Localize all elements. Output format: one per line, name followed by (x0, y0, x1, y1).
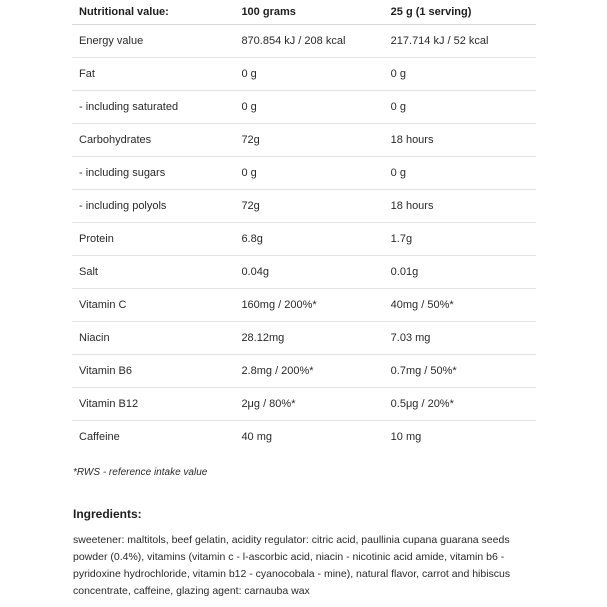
per-100g-cell: 28.12mg (234, 322, 383, 355)
table-row (72, 58, 536, 91)
nutrition-table (72, 0, 536, 453)
per-100g-cell: 0 g (234, 58, 383, 91)
per-100g-cell: 0 g (234, 157, 383, 190)
per-serving-cell: 18 hours (384, 190, 536, 223)
nutrient-name-cell: Energy value (72, 25, 234, 58)
header-row (72, 0, 536, 25)
nutrient-name-cell: - including saturated (72, 91, 234, 124)
table-row (72, 421, 536, 454)
per-100g-cell: 2μg / 80%* (234, 388, 383, 421)
nutrition-table-body (72, 25, 536, 454)
per-serving-cell: 0.01g (384, 256, 536, 289)
per-serving-cell: 217.714 kJ / 52 kcal (384, 25, 536, 58)
nutrient-name-cell: Salt (72, 256, 234, 289)
header-nutritional-value: Nutritional value: (72, 0, 234, 25)
per-serving-cell: 0.7mg / 50%* (384, 355, 536, 388)
header-serving: 25 g (1 serving) (384, 0, 536, 25)
per-serving-cell: 7.03 mg (384, 322, 536, 355)
reference-intake-footnote: *RWS - reference intake value (73, 467, 208, 478)
per-100g-cell: 160mg / 200%* (234, 289, 383, 322)
nutrient-name-cell: Protein (72, 223, 234, 256)
per-serving-cell: 18 hours (384, 124, 536, 157)
per-100g-cell: 6.8g (234, 223, 383, 256)
table-row (72, 91, 536, 124)
ingredients-title: Ingredients: (73, 507, 142, 521)
table-row (72, 355, 536, 388)
nutrient-name-cell: Vitamin B12 (72, 388, 234, 421)
nutrition-table-header (72, 0, 536, 25)
per-100g-cell: 2.8mg / 200%* (234, 355, 383, 388)
per-serving-cell: 1.7g (384, 223, 536, 256)
header-100-grams: 100 grams (234, 0, 383, 25)
per-100g-cell: 0.04g (234, 256, 383, 289)
per-serving-cell: 0.5μg / 20%* (384, 388, 536, 421)
nutrient-name-cell: Niacin (72, 322, 234, 355)
nutrient-name-cell: Carbohydrates (72, 124, 234, 157)
table-row (72, 223, 536, 256)
nutrient-name-cell: - including polyols (72, 190, 234, 223)
ingredients-text: sweetener: maltitols, beef gelatin, acidity regulator: citric acid, paullinia cupana guarana seeds powder (0.4%), vitamins (vitamin c - l-ascorbic acid, niacin - nicotinic acid amide, vitamin b6 - pyridoxine hydrochloride, vitamin b12 - cyanocobala - mine), natural flavor, carrot and hibiscus concentrate, caffeine, glazing agent: carnauba wax (73, 534, 511, 597)
table-row (72, 190, 536, 223)
table-row (72, 124, 536, 157)
per-100g-cell: 72g (234, 124, 383, 157)
per-serving-cell: 0 g (384, 58, 536, 91)
table-row (72, 25, 536, 58)
nutrient-name-cell: Vitamin C (72, 289, 234, 322)
nutrient-name-cell: - including sugars (72, 157, 234, 190)
per-serving-cell: 10 mg (390, 431, 422, 443)
per-serving-cell: 0 g (384, 157, 536, 190)
per-100g-cell: 870.854 kJ / 208 kcal (234, 25, 383, 58)
table-row (72, 289, 536, 322)
per-100g-cell: 72g (234, 190, 383, 223)
table-row (72, 256, 536, 289)
per-serving-cell: 0 g (384, 91, 536, 124)
per-serving-cell: 40mg / 50%* (384, 289, 536, 322)
nutrient-name-cell: Caffeine (79, 431, 120, 443)
table-row (72, 157, 536, 190)
per-100g-cell: 40 mg (241, 431, 273, 443)
table-row (72, 322, 536, 355)
table-row (72, 388, 536, 421)
nutrient-name-cell: Vitamin B6 (72, 355, 234, 388)
per-100g-cell: 0 g (234, 91, 383, 124)
nutrient-name-cell: Fat (72, 58, 234, 91)
